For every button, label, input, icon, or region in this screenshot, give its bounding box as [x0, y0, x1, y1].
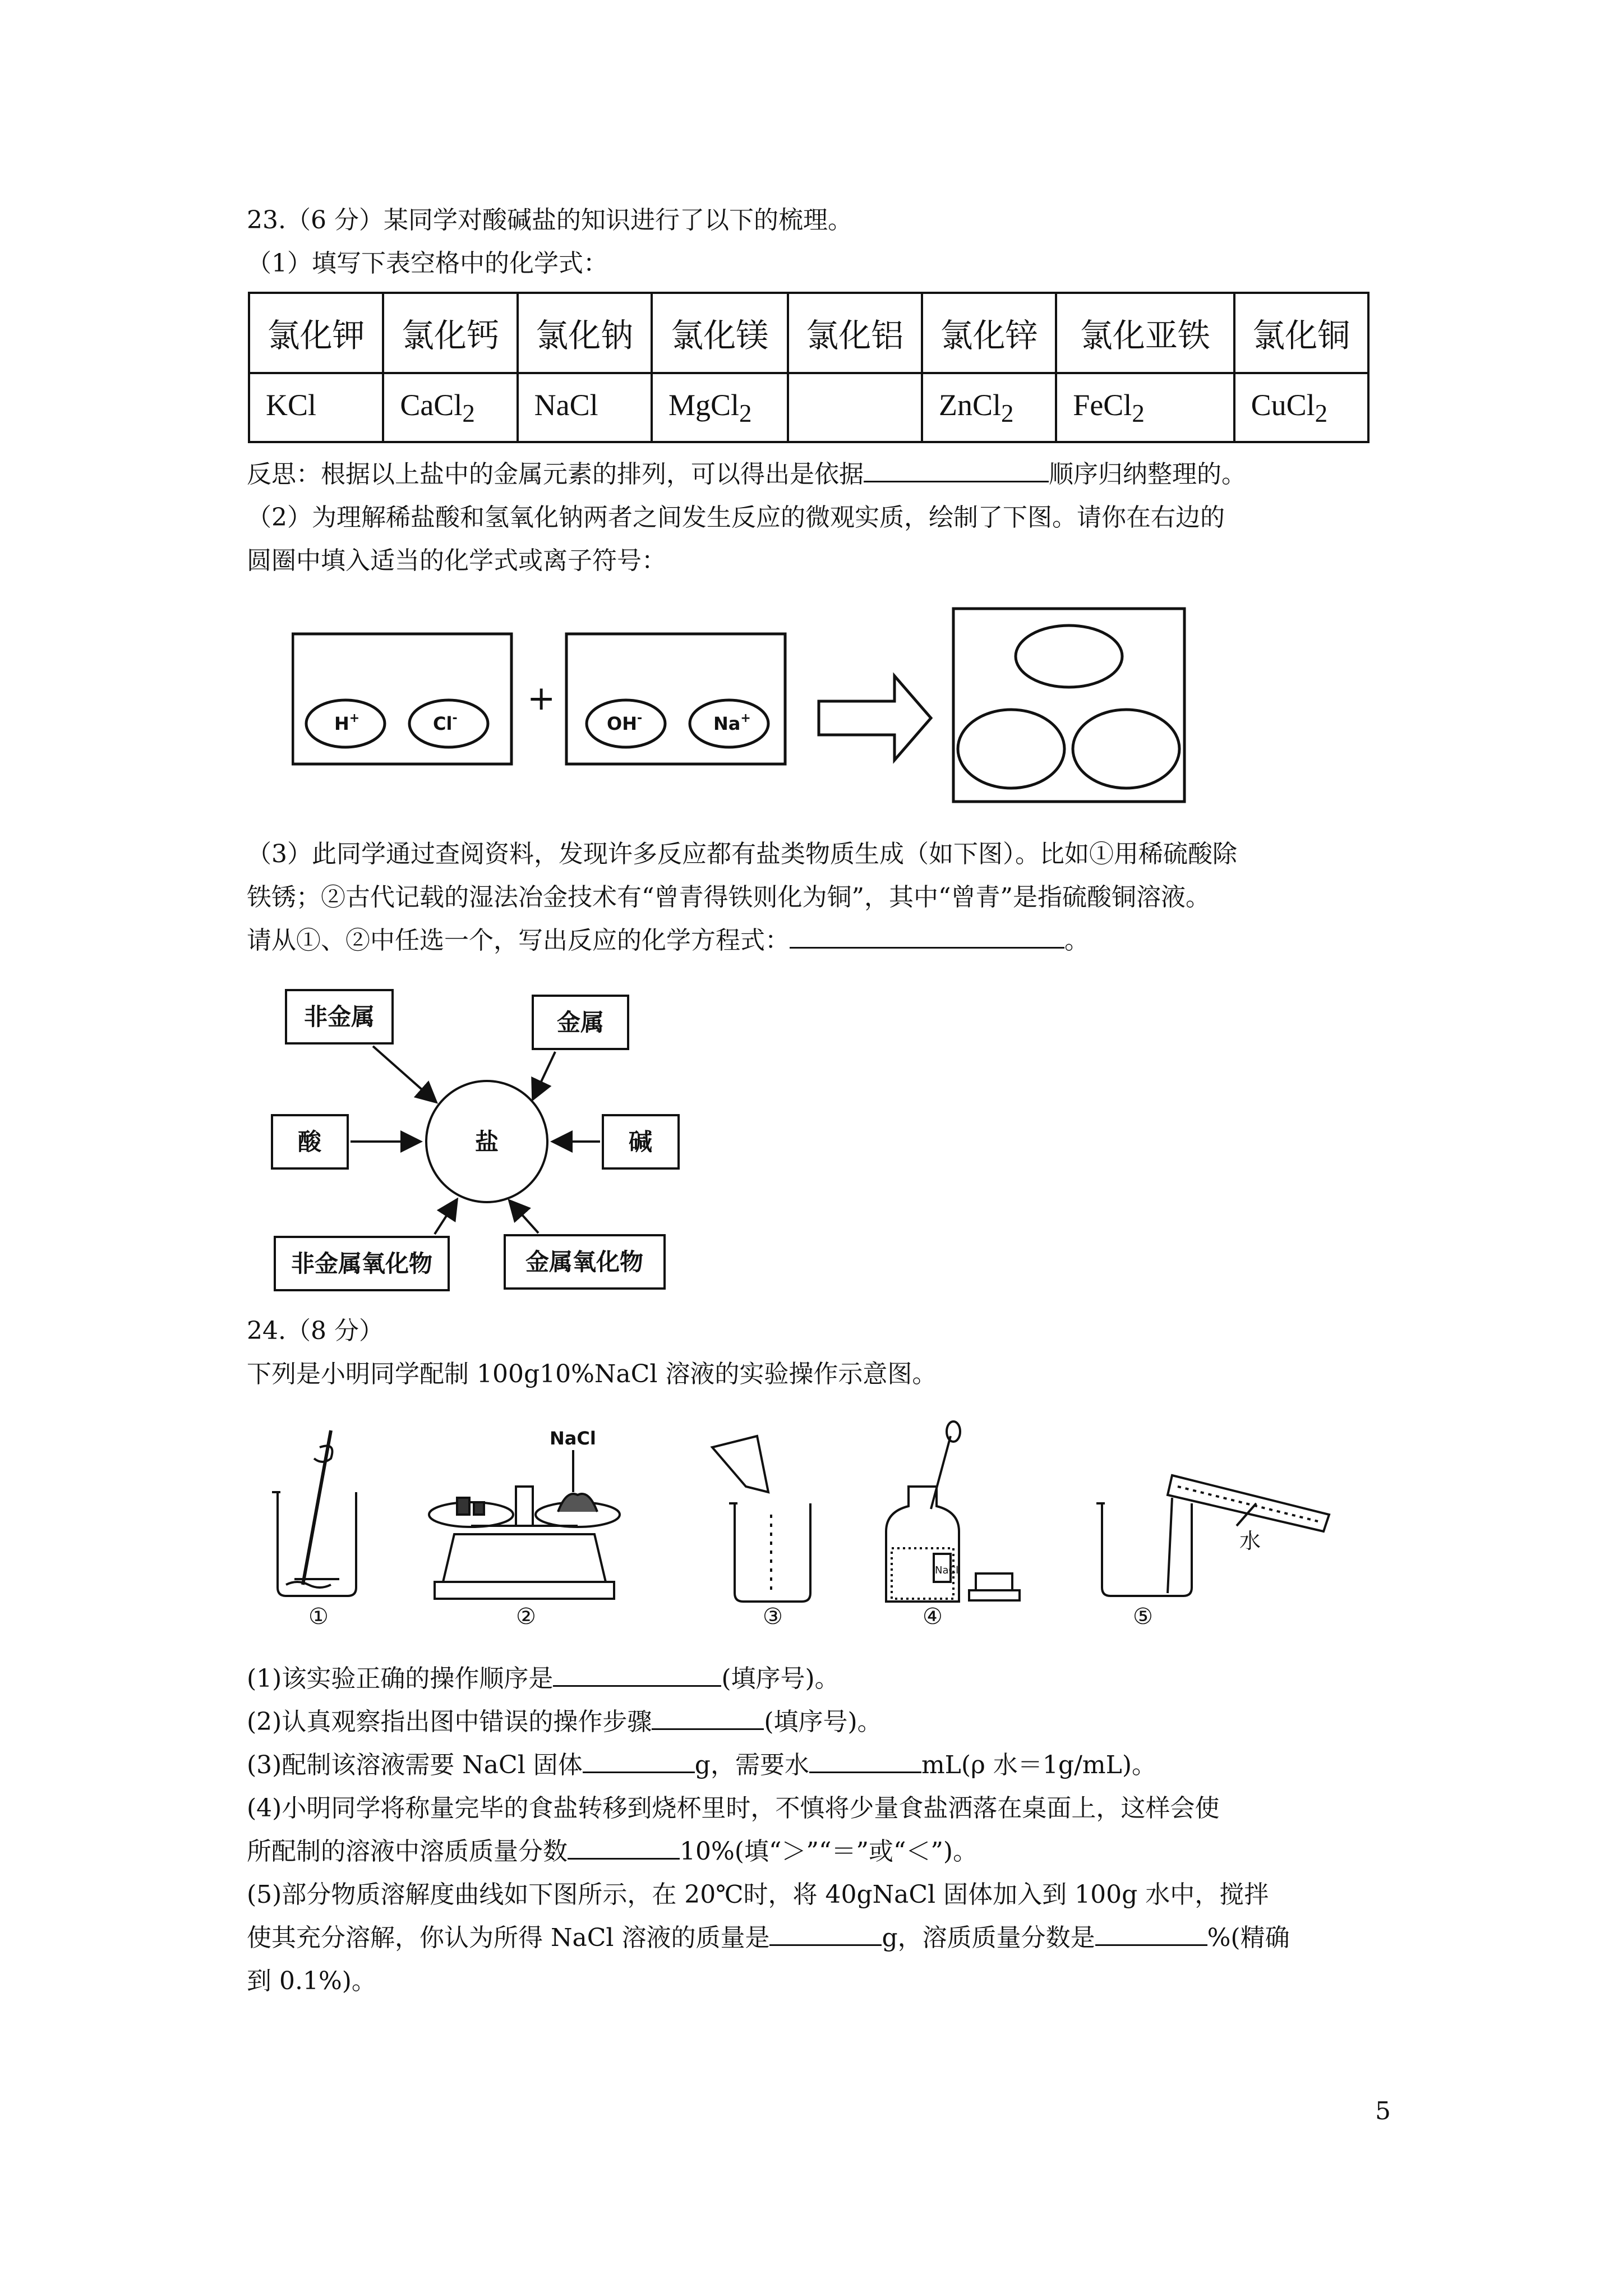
table-cell: 氯化亚铁	[1056, 293, 1234, 373]
q24-sub5-line1: (5)部分物质溶解度曲线如下图所示，在 20℃时，将 40gNaCl 固体加入到 100g 水中，搅拌	[247, 1880, 1269, 1909]
product-circle[interactable]	[1073, 710, 1179, 788]
q23-part3-line1: （3）此同学通过查阅资料，发现许多反应都有盐类物质生成（如下图）。比如①用稀硫酸除	[247, 840, 1237, 868]
salt-label: 盐	[474, 1128, 499, 1156]
answer-blank[interactable]	[864, 455, 1049, 482]
formula-cell: CaCl$_2$	[383, 373, 517, 442]
nacl-label: NaCl	[550, 1428, 596, 1449]
ion-label: OH-	[607, 711, 643, 734]
formula-cell: FeCl$_2$	[1056, 373, 1234, 442]
answer-blank[interactable]	[568, 1832, 680, 1860]
page-number: 5	[1375, 2097, 1391, 2125]
q23-part2-line1: （2）为理解稀盐酸和氢氧化钠两者之间发生反应的微观实质，绘制了下图。请你在右边的	[247, 503, 1225, 532]
q24-sub2: (2)认真观察指出图中错误的操作步骤 (填序号)。	[247, 1701, 882, 1743]
bottle-label: NaCl	[935, 1565, 959, 1576]
formula-cell: ZnCl$_2$	[922, 373, 1056, 442]
table-row-formulas	[249, 373, 1368, 442]
plus-sign: +	[527, 679, 556, 718]
table-cell: 氯化铝	[788, 293, 922, 373]
table-cell: 氯化钾	[249, 293, 383, 373]
acid-label: 酸	[297, 1128, 322, 1156]
nonmetal-oxide-label: 非金属氧化物	[291, 1250, 433, 1277]
product-circle[interactable]	[1016, 625, 1122, 687]
metal-label: 金属	[556, 1009, 605, 1036]
q23-reflection: 反思：根据以上盐中的金属元素的排列，可以得出是依据 顺序归纳整理的。	[247, 453, 1246, 496]
reactant-box-base	[566, 634, 785, 764]
q23-title: 23.（6 分）某同学对酸碱盐的知识进行了以下的梳理。	[247, 206, 852, 234]
q24-sub1: (1)该实验正确的操作顺序是 (填序号)。	[247, 1658, 840, 1700]
answer-blank[interactable]	[583, 1746, 695, 1773]
answer-blank[interactable]	[553, 1659, 721, 1687]
table-cell: 氯化钙	[383, 293, 517, 373]
ion-label: Na+	[713, 711, 751, 734]
q23-part2-line2: 圆圈中填入适当的化学式或离子符号：	[247, 546, 666, 575]
step-number: ①	[308, 1604, 329, 1630]
table-cell: 氯化镁	[652, 293, 788, 373]
step-number: ③	[763, 1604, 783, 1630]
salt-formation-diagram	[269, 987, 695, 1301]
q23-part3-line3: 请从①、②中任选一个，写出反应的化学方程式： 。	[247, 919, 1089, 962]
formula-cell-blank[interactable]	[788, 373, 922, 442]
answer-blank[interactable]	[809, 1746, 921, 1773]
ion-label: H+	[334, 711, 360, 734]
balance-scale	[429, 1428, 620, 1630]
nonmetal-label: 非金属	[303, 1003, 375, 1030]
beaker-adding-solid	[712, 1436, 810, 1630]
q23-part1: （1）填写下表空格中的化学式：	[247, 249, 608, 278]
reagent-bottle	[886, 1421, 1020, 1630]
beaker-stirring	[272, 1430, 356, 1630]
q24-sub4-line2: 所配制的溶液中溶质质量分数 10%(填“＞”“＝”或“＜”)。	[247, 1830, 978, 1873]
formula-cell: CuCl$_2$	[1234, 373, 1368, 442]
q23-part3-line2: 铁锈；②古代记载的湿法冶金技术有“曾青得铁则化为铜”，其中“曾青”是指硫酸铜溶液。	[247, 883, 1210, 912]
water-label: 水	[1239, 1529, 1261, 1553]
table-cell: 氯化钠	[518, 293, 652, 373]
step-number: ⑤	[1133, 1604, 1153, 1630]
product-circle[interactable]	[958, 710, 1064, 788]
step-number: ④	[923, 1604, 943, 1630]
product-box	[953, 609, 1184, 802]
q24-intro: 下列是小明同学配制 100g10%NaCl 溶液的实验操作示意图。	[247, 1360, 937, 1388]
lab-operations-figure	[264, 1414, 1363, 1638]
answer-blank[interactable]	[1095, 1918, 1207, 1946]
answer-blank[interactable]	[790, 921, 1064, 949]
q24-sub5-line3: 到 0.1%)。	[247, 1967, 376, 1995]
q24-sub5-line2: 使其充分溶解，你认为所得 NaCl 溶液的质量是 g，溶质质量分数是 %(精确	[247, 1917, 1290, 1959]
answer-blank[interactable]	[652, 1703, 764, 1730]
ion-reaction-figure	[292, 597, 1211, 811]
table-row-names	[249, 293, 1368, 373]
formula-cell: NaCl	[518, 373, 652, 442]
formula-cell: MgCl$_2$	[652, 373, 788, 442]
metal-oxide-label: 金属氧化物	[525, 1248, 644, 1276]
q24-sub4-line1: (4)小明同学将称量完毕的食盐转移到烧杯里时，不慎将少量食盐洒落在桌面上，这样会使	[247, 1794, 1220, 1823]
table-cell: 氯化铜	[1234, 293, 1368, 373]
answer-blank[interactable]	[769, 1918, 882, 1946]
pouring-water	[1096, 1475, 1329, 1630]
chloride-table	[248, 292, 1370, 443]
arrow-right-icon	[819, 676, 931, 760]
q24-title: 24.（8 分）	[247, 1317, 384, 1345]
base-label: 碱	[628, 1128, 653, 1156]
table-cell: 氯化锌	[922, 293, 1056, 373]
formula-cell: KCl	[249, 373, 383, 442]
q24-sub3: (3)配制该溶液需要 NaCl 固体 g，需要水 mL(ρ 水＝1g/mL)。	[247, 1744, 1156, 1787]
ion-label: Cl-	[433, 711, 458, 734]
step-number: ②	[516, 1604, 536, 1630]
